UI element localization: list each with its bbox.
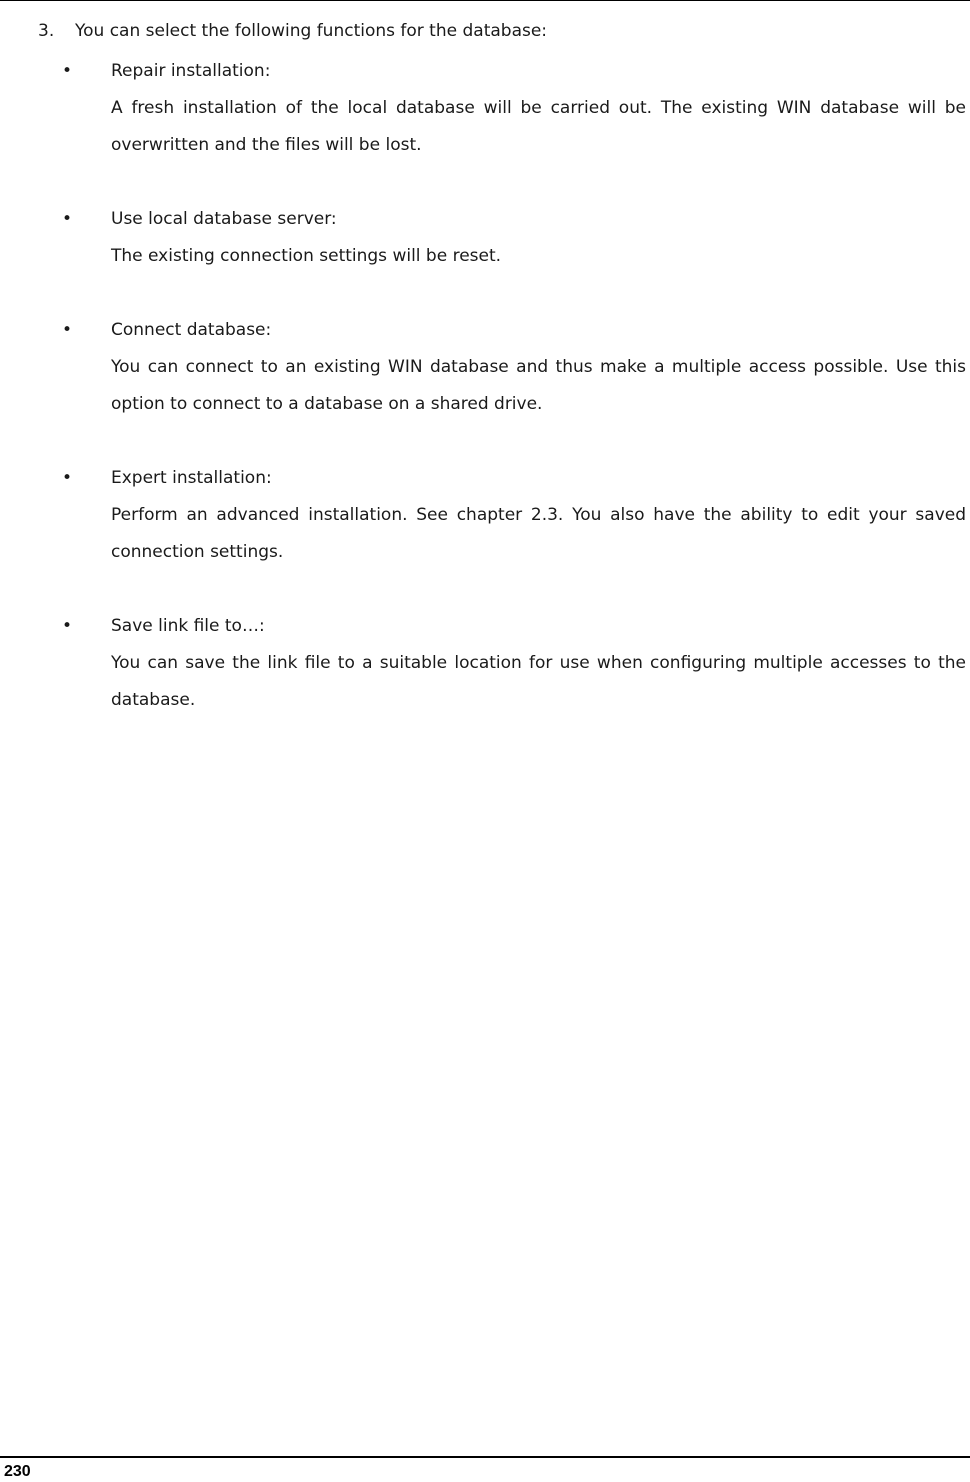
- option-description: You can connect to an existing WIN database and thus make a multiple access possible. Use this option to connect to a database on a shared drive.: [111, 357, 966, 414]
- option-title: Connect database:: [111, 320, 272, 340]
- step-3: [38, 16, 968, 46]
- option-description: Perform an advanced installation. See chapter 2.3. You also have the ability to edit your saved connection settings.: [111, 505, 966, 562]
- bullet-icon: •: [62, 468, 73, 488]
- option-title: Repair installation:: [111, 61, 271, 81]
- footer-rule: [0, 1456, 970, 1458]
- bullet-icon: •: [62, 209, 73, 229]
- function-options-list: [38, 53, 968, 719]
- option-repair-installation: [38, 53, 968, 164]
- option-description: You can save the link file to a suitable location for use when configuring multiple accesses to the database.: [111, 653, 966, 710]
- bullet-icon: •: [62, 320, 73, 340]
- step-number: 3.: [38, 21, 55, 41]
- option-heading: [38, 201, 968, 238]
- option-heading: [38, 312, 968, 349]
- step-text: You can select the following functions for the database:: [75, 21, 548, 41]
- option-title: Expert installation:: [111, 468, 272, 488]
- option-save-link-file: [38, 608, 968, 719]
- option-heading: [38, 460, 968, 497]
- option-description: The existing connection settings will be reset.: [111, 246, 502, 266]
- option-description: A fresh installation of the local database will be carried out. The existing WIN database will be overwritten and the files will be lost.: [111, 98, 966, 155]
- top-rule: [0, 0, 970, 1]
- option-expert-installation: [38, 460, 968, 571]
- option-connect-database: [38, 312, 968, 423]
- document-body: [38, 16, 968, 756]
- option-title: Save link file to…:: [111, 616, 265, 636]
- page-number: 230: [4, 1463, 31, 1480]
- bullet-icon: •: [62, 616, 73, 636]
- option-use-local-database-server: [38, 201, 968, 275]
- bullet-icon: •: [62, 61, 73, 81]
- option-heading: [38, 53, 968, 90]
- option-title: Use local database server:: [111, 209, 337, 229]
- option-heading: [38, 608, 968, 645]
